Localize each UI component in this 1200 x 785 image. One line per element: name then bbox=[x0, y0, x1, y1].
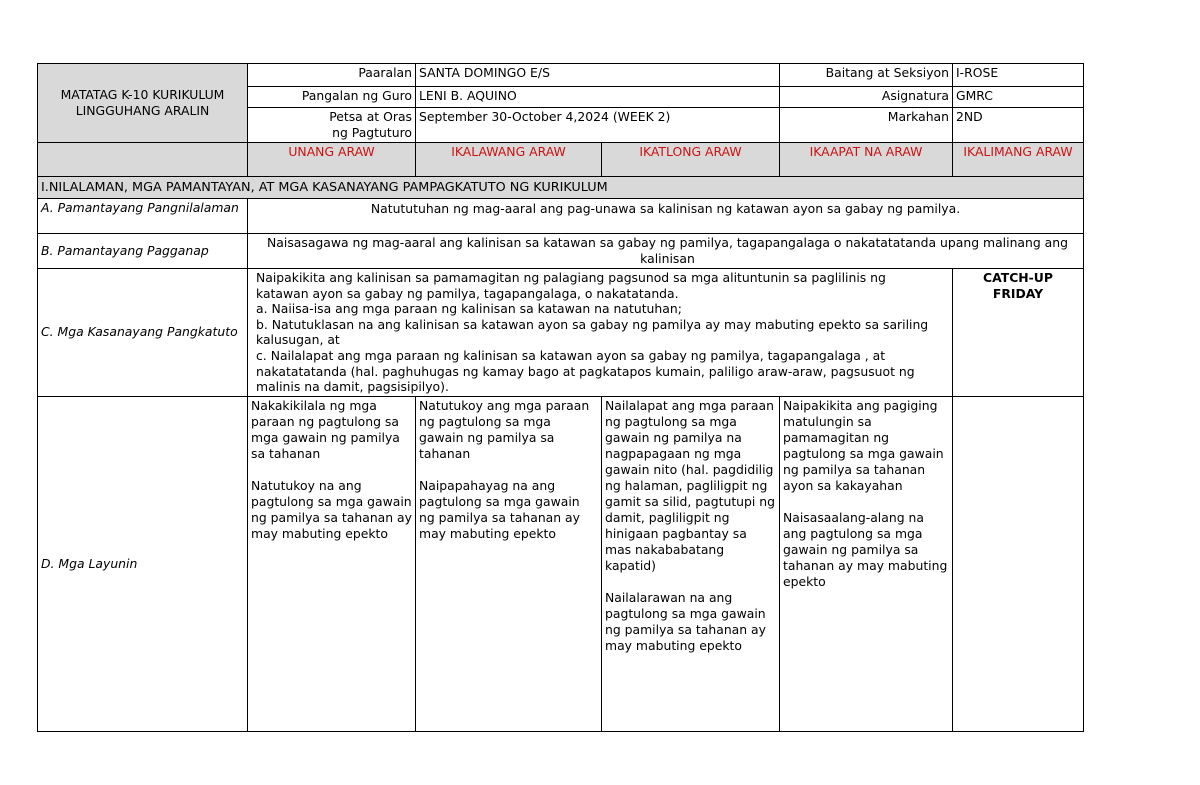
date-label bbox=[248, 108, 416, 143]
objectives-day-3 bbox=[602, 396, 780, 731]
objectives-day-1-p1: Nakakikilala ng mga paraan ng pagtulong sa mga gawain ng pamilya sa tahanan bbox=[251, 397, 400, 461]
objectives-day-1 bbox=[248, 396, 416, 731]
days-corner bbox=[38, 143, 248, 177]
standard-b-text: Naisasagawa ng mag-aaral ang kalinisan sa katawan sa gabay ng pamilya, tagapangalaga o nakatatatanda upang malinang ang kalinisan bbox=[248, 234, 1084, 269]
skills-line-2: b. Natutuklasan na ang kalinisan sa katawan ayon sa gabay ng pamilya ay may mabuting epekto sa sariling kalusugan, at bbox=[256, 316, 929, 348]
objectives-day-4-p2: Naisasaalang-alang na ang pagtulong sa mga gawain ng pamilya sa tahanan ay may mabuting epekto bbox=[783, 509, 948, 589]
objectives-day-3-p2: Nailalarawan na ang pagtulong sa mga gawain ng pamilya sa tahanan ay may mabuting epekto bbox=[605, 589, 766, 653]
section-title: I.NILALAMAN, MGA PAMANTAYAN, AT MGA KASANAYANG PAMPAGKATUTO NG KURIKULUM bbox=[38, 177, 1084, 199]
date-value: September 30-October 4,2024 (WEEK 2) bbox=[416, 108, 780, 143]
teacher-label: Pangalan ng Guro bbox=[248, 87, 416, 108]
plan-title bbox=[38, 64, 248, 143]
teacher-value: LENI B. AQUINO bbox=[416, 87, 780, 108]
standard-b-label: B. Pamantayang Pagganap bbox=[38, 234, 248, 269]
objectives-day-2-p1: Natutukoy ang mga paraan ng pagtulong sa mga gawain ng pamilya sa tahanan bbox=[419, 397, 590, 461]
skills-line-3: c. Nailalapat ang mga paraan ng kalinisan sa katawan ayon sa gabay ng pamilya, tagapangalaga , at nakatatatanda (hal. paghuhugas ng kamay bago at pagkatapos kumain, paliligo araw-araw, pagsusuot ng malinis na damit, pagsisipilyo). bbox=[256, 347, 915, 395]
day-3-header: IKATLONG ARAW bbox=[602, 143, 780, 177]
quarter-value: 2ND bbox=[953, 108, 1084, 143]
subject-value: GMRC bbox=[953, 87, 1084, 108]
skills-label: C. Mga Kasanayang Pangkatuto bbox=[38, 269, 248, 397]
subject-label: Asignatura bbox=[780, 87, 953, 108]
skills-line-0: Naipakikita ang kalinisan sa pamamagitan ng palagiang pagsunod sa mga alituntunin sa paglilinis ng katawan ayon sa gabay ng pamilya, tagapangalaga, o nakatatanda. bbox=[256, 270, 886, 301]
objectives-day-5 bbox=[953, 396, 1084, 731]
objectives-day-2-p2: Naipapahayag na ang pagtulong sa mga gawain ng pamilya sa tahanan ay may mabuting epekto bbox=[419, 477, 580, 541]
day-4-header: IKAAPAT NA ARAW bbox=[780, 143, 953, 177]
objectives-day-2 bbox=[416, 396, 602, 731]
lesson-plan-table bbox=[37, 63, 1084, 732]
catch-up-friday: CATCH-UP FRIDAY bbox=[953, 269, 1084, 397]
objectives-day-4 bbox=[780, 396, 953, 731]
objectives-day-3-p1: Nailalapat ang mga paraan ng pagtulong sa mga gawain ng pamilya na nagpapagaan ng mga gawain nito (hal. pagdidilig ng halaman, pagliligpit ng gamit sa silid, pagtutupi ng damit, pagliligpit ng hinigaan pagbantay sa mas nakababatang kapatid) bbox=[605, 397, 775, 573]
day-1-header: UNANG ARAW bbox=[248, 143, 416, 177]
grade-label: Baitang at Seksiyon bbox=[780, 64, 953, 87]
objectives-label: D. Mga Layunin bbox=[38, 396, 248, 731]
grade-value: I-ROSE bbox=[953, 64, 1084, 87]
school-value: SANTA DOMINGO E/S bbox=[416, 64, 780, 87]
day-5-header: IKALIMANG ARAW bbox=[953, 143, 1084, 177]
plan-title-line1: MATATAG K-10 KURIKULUM bbox=[60, 87, 225, 102]
date-label-line2: ng Pagtuturo bbox=[332, 125, 412, 140]
school-label: Paaralan bbox=[248, 64, 416, 87]
day-2-header: IKALAWANG ARAW bbox=[416, 143, 602, 177]
standard-a-label: A. Pamantayang Pangnilalaman bbox=[38, 199, 248, 234]
date-label-line1: Petsa at Oras bbox=[329, 109, 412, 124]
skills-line-1: a. Naiisa-isa ang mga paraan ng kalinisan sa katawan na natutuhan; bbox=[256, 301, 682, 317]
standard-a-text: Natututuhan ng mag-aaral ang pag-unawa sa kalinisan ng katawan ayon sa gabay ng pamilya. bbox=[248, 199, 1084, 234]
objectives-day-1-p2: Natutukoy na ang pagtulong sa mga gawain ng pamilya sa tahanan ay may mabuting epekto bbox=[251, 477, 412, 541]
skills-text bbox=[248, 269, 953, 397]
plan-title-line2: LINGGUHANG ARALIN bbox=[75, 103, 210, 118]
quarter-label: Markahan bbox=[780, 108, 953, 143]
objectives-day-4-p1: Naipakikita ang pagiging matulungin sa pamamagitan ng pagtulong sa mga gawain ng pamilya sa tahanan ayon sa kakayahan bbox=[783, 397, 944, 493]
